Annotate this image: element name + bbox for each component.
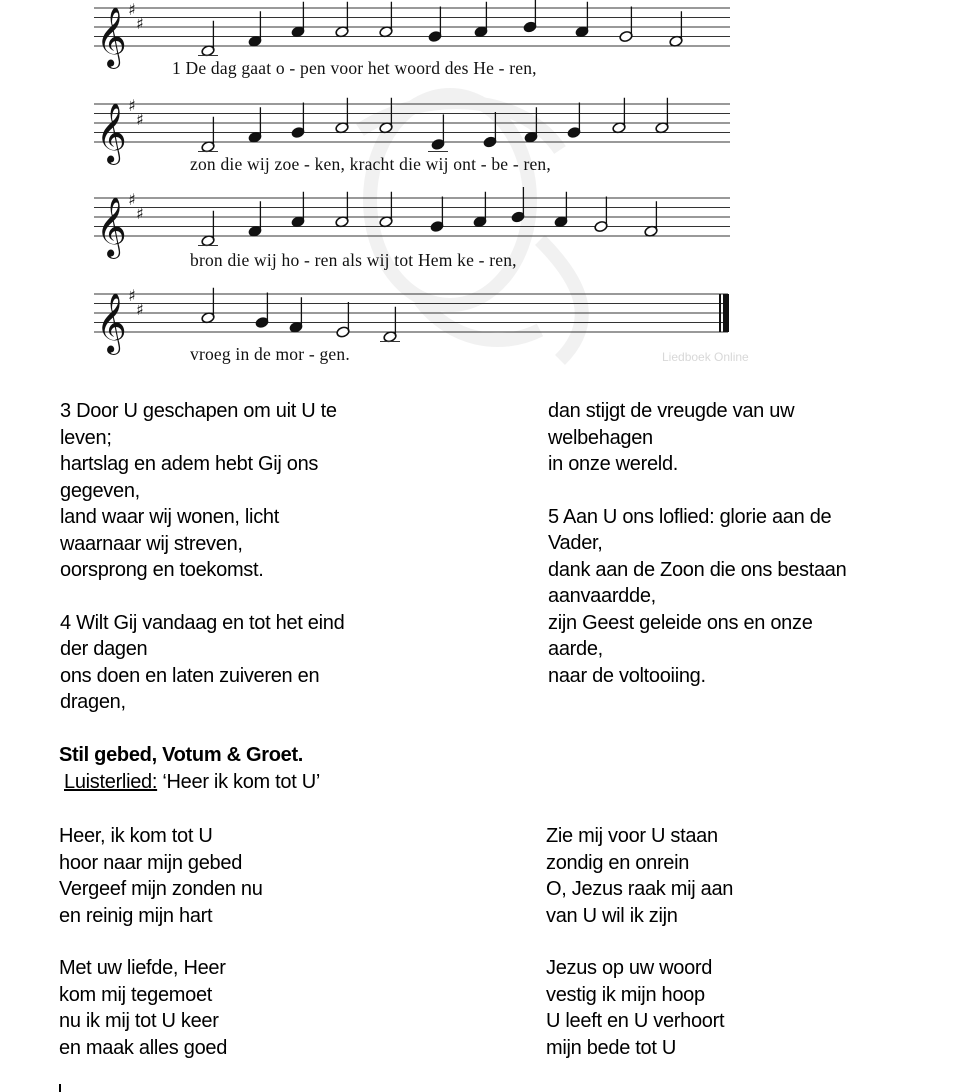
text-line: ons doen en laten zuiveren en <box>60 664 320 687</box>
lyric-line-2: zon die wij zoe - ken, kracht die wij ont - be - ren, <box>190 154 551 174</box>
text-line: dragen, <box>60 691 126 713</box>
text-line: van U wil ik zijn <box>546 904 678 927</box>
text-line: Zie mij voor U staan <box>546 825 718 847</box>
text-line: hartslag en adem hebt Gij ons <box>60 453 319 475</box>
final-barline-thick <box>723 294 729 332</box>
sharp-icon: ♯ <box>136 110 144 129</box>
text-line: in onze wereld. <box>548 453 679 475</box>
verses-left <box>60 398 344 716</box>
text-line: nu ik mij tot U keer <box>59 1010 219 1032</box>
treble-clef-icon: 𝄞 <box>96 7 127 67</box>
sharp-icon: ♯ <box>136 204 144 223</box>
text-line: 5 Aan U ons loflied: glorie aan de <box>548 505 832 528</box>
text-line: hoor naar mijn gebed <box>59 851 243 874</box>
text-line: vestig ik mijn hoop <box>546 983 705 1006</box>
song-stanza-right-2 <box>546 955 724 1061</box>
sharp-icon: ♯ <box>128 190 136 209</box>
blank-line <box>60 584 344 610</box>
sheet-music <box>0 0 960 372</box>
text-line: O, Jezus raak mij aan <box>546 878 734 900</box>
text-line: Heer, ik kom tot U <box>59 825 213 847</box>
text-line: Jezus op uw woord <box>546 957 713 979</box>
sharp-icon: ♯ <box>128 0 136 19</box>
text-line: en reinig mijn hart <box>59 904 213 927</box>
section-title: Stil gebed, Votum & Groet. <box>59 744 304 766</box>
lyric-line-1: 1 De dag gaat o - pen voor het woord des He - ren, <box>172 58 537 78</box>
text-line: Vader, <box>548 532 603 554</box>
text-line: dank aan de Zoon die ons bestaan <box>548 558 847 581</box>
text-line: mijn bede tot U <box>546 1036 677 1059</box>
text-line: Vergeef mijn zonden nu <box>59 878 263 900</box>
text-line: dan stijgt de vreugde van uw <box>548 400 795 422</box>
treble-clef-icon: 𝄞 <box>96 197 127 257</box>
lyric-line-4: vroeg in de mor - gen. <box>190 344 350 364</box>
listen-song-line <box>64 771 320 794</box>
text-line: waarnaar wij streven, <box>60 532 243 555</box>
text-line: oorsprong en toekomst. <box>60 559 264 581</box>
listen-label: Luisterlied: <box>64 771 158 793</box>
song-stanza-left-1 <box>59 823 263 929</box>
text-cursor <box>59 1084 61 1092</box>
verses-right <box>548 398 846 689</box>
treble-clef-icon: 𝄞 <box>96 103 127 163</box>
text-line: aanvaardde, <box>548 585 656 607</box>
text-line: welbehagen <box>548 426 653 449</box>
text-line: der dagen <box>60 638 148 660</box>
text-line: U leeft en U verhoort <box>546 1010 725 1032</box>
text-line: 3 Door U geschapen om uit U te <box>60 400 337 422</box>
text-line: aarde, <box>548 638 603 660</box>
score-staves <box>0 0 960 372</box>
blank-line <box>548 478 846 504</box>
text-line: gegeven, <box>60 479 140 502</box>
song-stanza-left-2 <box>59 955 227 1061</box>
watermark-emblem <box>360 95 582 360</box>
listen-title: ‘Heer ik kom tot U’ <box>157 771 321 793</box>
text-line: 4 Wilt Gij vandaag en tot het eind <box>60 611 345 634</box>
watermark-label: Liedboek Online <box>662 350 749 364</box>
text-line: kom mij tegemoet <box>59 983 213 1006</box>
sharp-icon: ♯ <box>128 286 136 305</box>
text-line: zijn Geest geleide ons en onze <box>548 611 813 634</box>
text-line: Met uw liefde, Heer <box>59 957 226 979</box>
sharp-icon: ♯ <box>136 300 144 319</box>
sharp-icon: ♯ <box>128 96 136 115</box>
final-barline-thin <box>719 294 721 332</box>
text-line: leven; <box>60 426 112 449</box>
text-line: zondig en onrein <box>546 851 690 874</box>
treble-clef-icon: 𝄞 <box>96 293 127 353</box>
text-line: en maak alles goed <box>59 1036 228 1059</box>
lyric-line-3: bron die wij ho - ren als wij tot Hem ke - ren, <box>190 250 517 270</box>
sharp-icon: ♯ <box>136 14 144 33</box>
song-stanza-right-1 <box>546 823 733 929</box>
text-line: land waar wij wonen, licht <box>60 506 279 528</box>
text-line: naar de voltooiing. <box>548 664 706 687</box>
